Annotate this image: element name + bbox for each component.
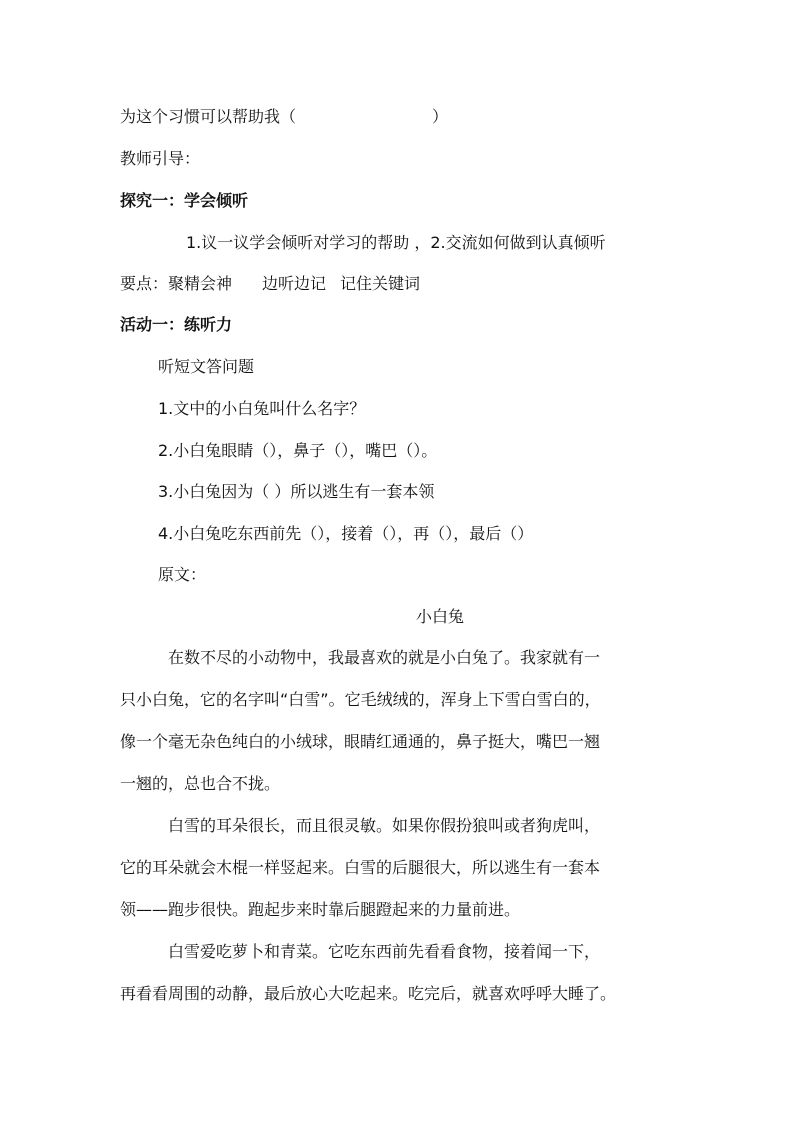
key-point-3: 记住关键词 — [340, 274, 421, 293]
discussion-line: 1.议一议学会倾听对学习的帮助 ，2.交流如何做到认真倾听 — [186, 233, 606, 252]
story-line: 一翘的，总也合不拢。 — [120, 774, 281, 793]
key-point-1: 要点：聚精会神 — [120, 274, 233, 293]
question-1: 1.文中的小白兔叫什么名字？ — [158, 399, 366, 418]
story-line: 只小白兔，它的名字叫“白雪”。它毛绒绒的，浑身上下雪白雪白的， — [120, 690, 601, 709]
original-label: 原文： — [158, 565, 207, 584]
story-line: 在数不尽的小动物中，我最喜欢的就是小白兔了。我家就有一 — [168, 648, 601, 667]
key-points-line — [120, 273, 420, 295]
activity-heading: 活动一：练听力 — [120, 315, 233, 334]
story-title: 小白兔 — [415, 607, 464, 626]
teacher-guide: 教师引导： — [120, 149, 201, 168]
story-line: 领——跑步很快。跑起步来时靠后腿蹬起来的力量前进。 — [120, 900, 521, 919]
story-line: 白雪爱吃萝卜和青菜。它吃东西前先看看食物，接着闻一下， — [168, 942, 601, 961]
listen-intro: 听短文答问题 — [158, 357, 255, 376]
story-line: 像一个毫无杂色纯白的小绒球，眼睛红通通的，鼻子挺大，嘴巴一翘 — [120, 732, 601, 751]
question-2: 2.小白兔眼睛（），鼻子（），嘴巴（）。 — [158, 441, 438, 460]
habit-line-suffix: ） — [432, 107, 449, 126]
question-4: 4.小白兔吃东西前先（），接着（），再（），最后（） — [158, 524, 534, 543]
key-point-2: 边听边记 — [262, 274, 327, 293]
story-line: 白雪的耳朵很长，而且很灵敏。如果你假扮狼叫或者狗虎叫， — [168, 816, 601, 835]
habit-line-prefix: 为这个习惯可以帮助我（ — [120, 107, 297, 126]
habit-line — [120, 106, 448, 128]
story-line: 再看看周围的动静，最后放心大吃起来。吃完后，就喜欢呼呼大睡了。 — [120, 984, 617, 1003]
story-line: 它的耳朵就会木棍一样竖起来。白雪的后腿很大，所以逃生有一套本 — [120, 858, 601, 877]
explore-heading: 探究一：学会倾听 — [120, 191, 249, 210]
question-3: 3.小白兔因为（ ）所以逃生有一套本领 — [158, 482, 435, 501]
